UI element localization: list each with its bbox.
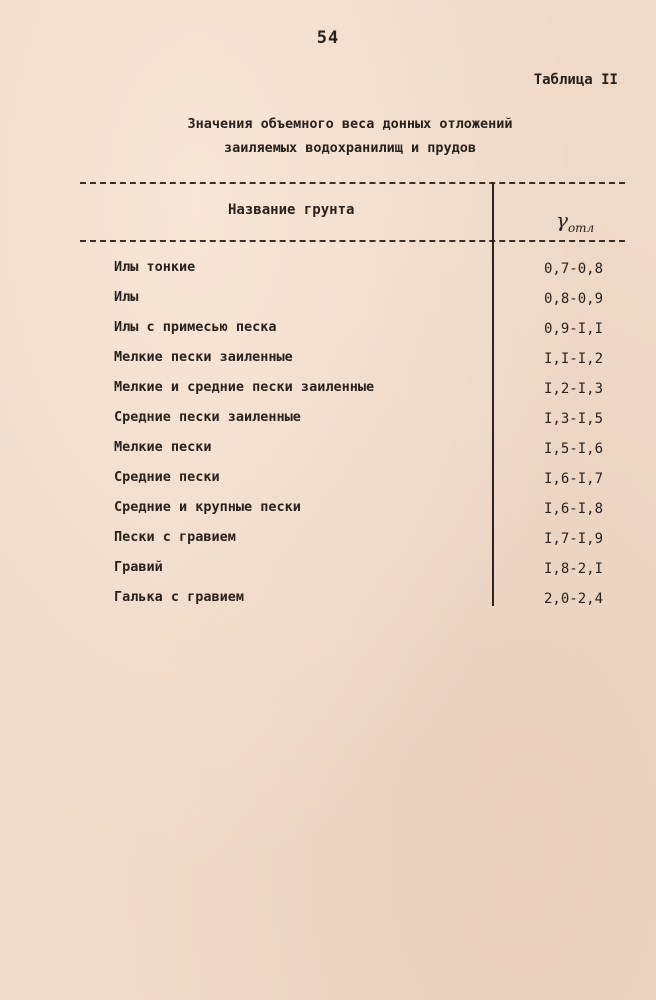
table-row xyxy=(0,469,656,499)
soil-name-cell: Средние пески xyxy=(114,469,220,485)
density-value-cell: I,2-I,3 xyxy=(544,381,604,397)
table-row xyxy=(0,349,656,379)
density-value-cell: 0,8-0,9 xyxy=(544,291,604,307)
table-label: Таблица II xyxy=(533,72,618,88)
table-header-rule xyxy=(80,240,625,242)
table-row xyxy=(0,499,656,529)
soil-name-cell: Мелкие и средние пески заиленные xyxy=(114,379,375,395)
table-row xyxy=(0,559,656,589)
density-value-cell: I,8-2,I xyxy=(544,561,604,577)
table-top-rule xyxy=(80,182,625,184)
density-value-cell: I,6-I,8 xyxy=(544,501,604,517)
column-header-symbol xyxy=(556,208,594,235)
density-value-cell: I,I-I,2 xyxy=(544,351,604,367)
soil-name-cell: Галька с гравием xyxy=(114,589,245,605)
table-row xyxy=(0,409,656,439)
table-row xyxy=(0,319,656,349)
table-body xyxy=(0,259,656,619)
table-row xyxy=(0,259,656,289)
soil-name-cell: Средние пески заиленные xyxy=(114,409,301,425)
gamma-subscript: отл xyxy=(567,221,595,235)
table-row xyxy=(0,379,656,409)
caption-line-1: Значения объемного веса донных отложений xyxy=(187,116,513,132)
soil-name-cell: Илы с примесью песка xyxy=(114,319,277,335)
table-caption xyxy=(0,112,656,160)
table-row xyxy=(0,289,656,319)
density-value-cell: 0,9-I,I xyxy=(544,321,604,337)
page-number: 54 xyxy=(316,28,340,48)
density-value-cell: I,5-I,6 xyxy=(544,441,604,457)
gamma-symbol: γ xyxy=(556,208,568,232)
soil-name-cell: Мелкие пески xyxy=(114,439,212,455)
soil-name-cell: Илы xyxy=(114,289,139,305)
density-value-cell: I,3-I,5 xyxy=(544,411,604,427)
caption-line-2: заиляемых водохранилищ и прудов xyxy=(224,140,476,156)
table-row xyxy=(0,439,656,469)
density-value-cell: 0,7-0,8 xyxy=(544,261,604,277)
table-row xyxy=(0,589,656,619)
soil-name-cell: Средние и крупные пески xyxy=(114,499,301,515)
column-header-name: Название грунта xyxy=(228,202,355,218)
soil-name-cell: Мелкие пески заиленные xyxy=(114,349,293,365)
density-value-cell: I,7-I,9 xyxy=(544,531,604,547)
density-value-cell: I,6-I,7 xyxy=(544,471,604,487)
soil-name-cell: Пески с гравием xyxy=(114,529,236,545)
soil-name-cell: Илы тонкие xyxy=(114,259,196,275)
table-row xyxy=(0,529,656,559)
soil-name-cell: Гравий xyxy=(114,559,163,575)
density-value-cell: 2,0-2,4 xyxy=(544,591,604,607)
